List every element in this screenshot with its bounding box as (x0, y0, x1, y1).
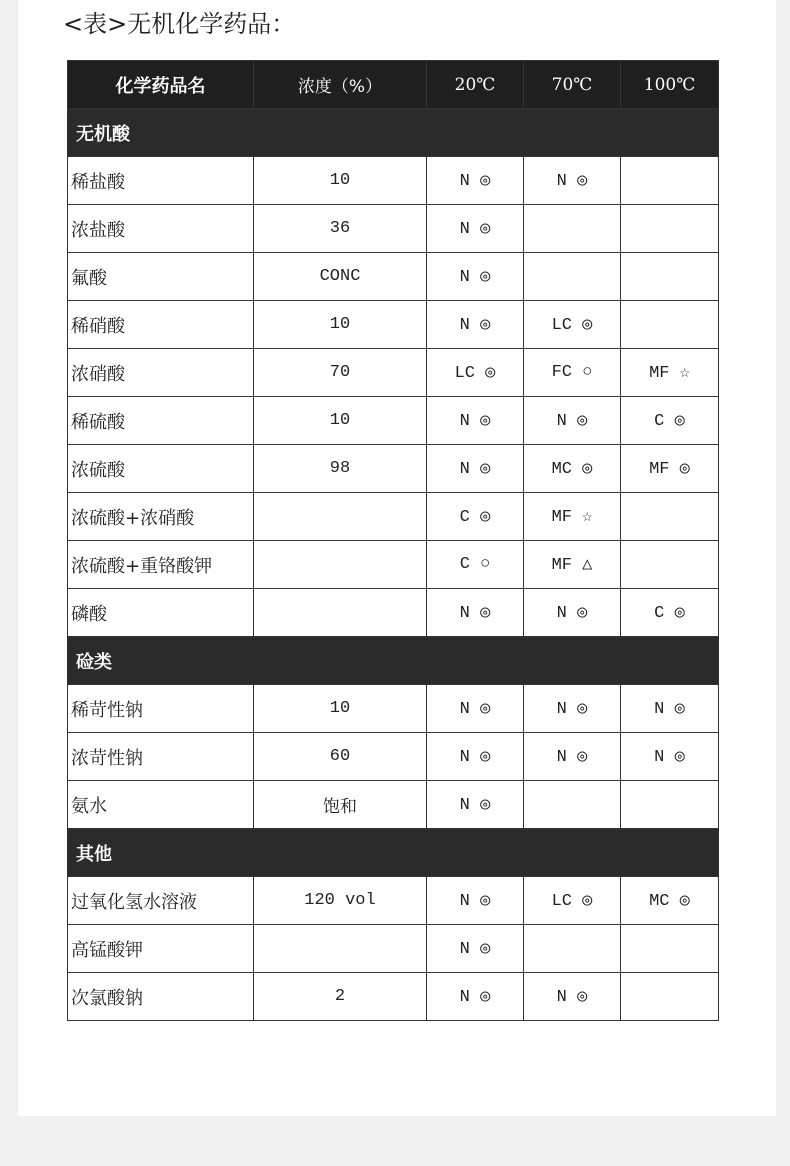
chemical-name-cell: 稀苛性钠 (68, 685, 254, 733)
chemical-name-cell: 稀盐酸 (68, 157, 254, 205)
table-row (68, 397, 719, 445)
rating-100c-cell (621, 253, 719, 301)
chemical-name-cell: 稀硝酸 (68, 301, 254, 349)
rating-100c-cell: MC ◎ (621, 877, 719, 925)
rating-20c-cell: N ◎ (427, 445, 524, 493)
section-row (68, 829, 719, 877)
table-row (68, 685, 719, 733)
rating-100c-cell (621, 301, 719, 349)
concentration-cell: 98 (254, 445, 427, 493)
rating-20c-cell: N ◎ (427, 205, 524, 253)
concentration-cell: 120 vol (254, 877, 427, 925)
chemical-resistance-table (67, 60, 719, 1021)
rating-100c-cell (621, 493, 719, 541)
table-row (68, 157, 719, 205)
concentration-cell (254, 493, 427, 541)
table-row (68, 445, 719, 493)
concentration-cell: 2 (254, 973, 427, 1021)
section-row (68, 109, 719, 157)
chemical-name-cell: 浓硫酸+重铬酸钾 (68, 541, 254, 589)
table-row (68, 877, 719, 925)
rating-70c-cell: MF △ (524, 541, 621, 589)
table-row (68, 253, 719, 301)
rating-70c-cell (524, 925, 621, 973)
rating-20c-cell: C ◎ (427, 493, 524, 541)
chemical-name-cell: 氨水 (68, 781, 254, 829)
rating-100c-cell (621, 973, 719, 1021)
rating-70c-cell: FC ○ (524, 349, 621, 397)
rating-100c-cell (621, 541, 719, 589)
header-70c: 70℃ (524, 61, 621, 109)
chemical-name-cell: 磷酸 (68, 589, 254, 637)
rating-70c-cell: N ◎ (524, 397, 621, 445)
concentration-cell: 10 (254, 301, 427, 349)
rating-20c-cell: N ◎ (427, 253, 524, 301)
rating-20c-cell: N ◎ (427, 301, 524, 349)
rating-70c-cell: N ◎ (524, 157, 621, 205)
rating-100c-cell: MF ◎ (621, 445, 719, 493)
rating-20c-cell: C ○ (427, 541, 524, 589)
rating-70c-cell: MC ◎ (524, 445, 621, 493)
header-100c: 100℃ (621, 61, 719, 109)
rating-20c-cell: N ◎ (427, 589, 524, 637)
rating-70c-cell: N ◎ (524, 733, 621, 781)
rating-20c-cell: N ◎ (427, 157, 524, 205)
rating-100c-cell: N ◎ (621, 733, 719, 781)
table-row (68, 781, 719, 829)
section-title: 其他 (68, 829, 719, 877)
rating-70c-cell: N ◎ (524, 685, 621, 733)
table-row (68, 925, 719, 973)
header-row (68, 61, 719, 109)
table-row (68, 733, 719, 781)
rating-70c-cell: LC ◎ (524, 877, 621, 925)
section-title: 无机酸 (68, 109, 719, 157)
table-row (68, 541, 719, 589)
rating-70c-cell (524, 205, 621, 253)
chemical-name-cell: 浓盐酸 (68, 205, 254, 253)
rating-70c-cell: LC ◎ (524, 301, 621, 349)
table-row (68, 205, 719, 253)
rating-20c-cell: N ◎ (427, 733, 524, 781)
chemical-name-cell: 浓硝酸 (68, 349, 254, 397)
chemical-name-cell: 稀硫酸 (68, 397, 254, 445)
concentration-cell (254, 541, 427, 589)
concentration-cell (254, 589, 427, 637)
rating-70c-cell (524, 781, 621, 829)
rating-100c-cell: C ◎ (621, 589, 719, 637)
concentration-cell: 10 (254, 397, 427, 445)
rating-20c-cell: N ◎ (427, 397, 524, 445)
chemical-name-cell: 氟酸 (68, 253, 254, 301)
concentration-cell: 10 (254, 157, 427, 205)
concentration-cell: 36 (254, 205, 427, 253)
header-20c: 20℃ (427, 61, 524, 109)
rating-100c-cell (621, 925, 719, 973)
chemical-name-cell: 过氧化氢水溶液 (68, 877, 254, 925)
rating-20c-cell: N ◎ (427, 925, 524, 973)
rating-20c-cell: N ◎ (427, 877, 524, 925)
table-row (68, 973, 719, 1021)
concentration-cell: 70 (254, 349, 427, 397)
rating-100c-cell (621, 205, 719, 253)
rating-20c-cell: N ◎ (427, 685, 524, 733)
rating-20c-cell: LC ◎ (427, 349, 524, 397)
rating-100c-cell: C ◎ (621, 397, 719, 445)
rating-70c-cell: MF ☆ (524, 493, 621, 541)
concentration-cell: 60 (254, 733, 427, 781)
table-row (68, 349, 719, 397)
rating-100c-cell: N ◎ (621, 685, 719, 733)
concentration-cell: 饱和 (254, 781, 427, 829)
section-row (68, 637, 719, 685)
table-row (68, 301, 719, 349)
chemical-name-cell: 高锰酸钾 (68, 925, 254, 973)
rating-70c-cell: N ◎ (524, 973, 621, 1021)
chemical-name-cell: 浓苛性钠 (68, 733, 254, 781)
chemical-name-cell: 浓硫酸+浓硝酸 (68, 493, 254, 541)
concentration-cell (254, 925, 427, 973)
rating-20c-cell: N ◎ (427, 781, 524, 829)
chemical-name-cell: 浓硫酸 (68, 445, 254, 493)
rating-20c-cell: N ◎ (427, 973, 524, 1021)
rating-70c-cell (524, 253, 621, 301)
concentration-cell: 10 (254, 685, 427, 733)
table-row (68, 589, 719, 637)
chemical-name-cell: 次氯酸钠 (68, 973, 254, 1021)
rating-100c-cell (621, 157, 719, 205)
header-chemical-name: 化学药品名 (68, 61, 254, 109)
section-title: 硷类 (68, 637, 719, 685)
rating-100c-cell: MF ☆ (621, 349, 719, 397)
table-row (68, 493, 719, 541)
concentration-cell: CONC (254, 253, 427, 301)
header-concentration: 浓度（%） (254, 61, 427, 109)
rating-70c-cell: N ◎ (524, 589, 621, 637)
page-title: <表>无机化学药品： (63, 10, 296, 38)
rating-100c-cell (621, 781, 719, 829)
